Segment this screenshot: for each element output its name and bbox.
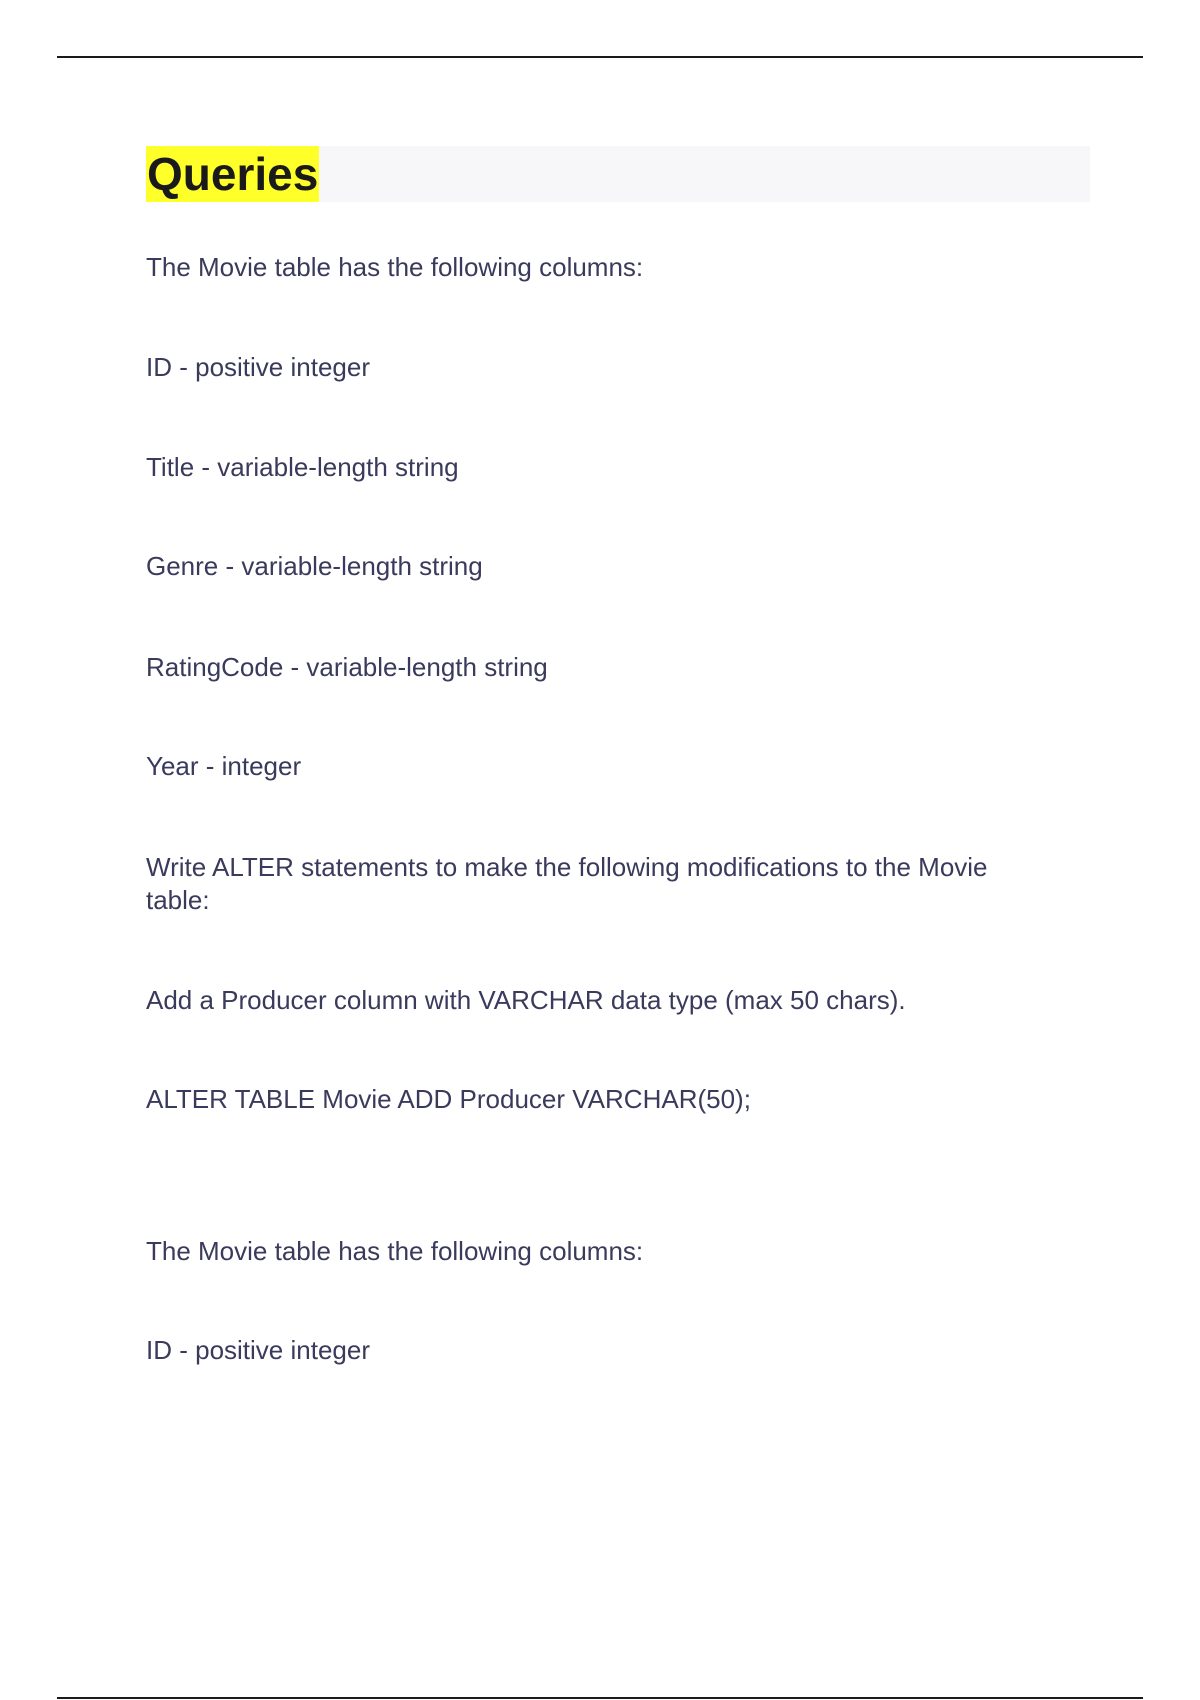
column-year: Year - integer <box>146 751 302 781</box>
instruction-paragraph: Write ALTER statements to make the following modifications to the Movie table: <box>146 852 988 915</box>
answer-sql: ALTER TABLE Movie ADD Producer VARCHAR(50); <box>146 1084 751 1114</box>
column-ratingcode: RatingCode - variable-length string <box>146 652 548 682</box>
column-id: ID - positive integer <box>146 352 370 382</box>
intro-paragraph-repeat: The Movie table has the following columns: <box>146 1236 644 1266</box>
footer-rule <box>57 1697 1143 1699</box>
page-title: Queries <box>147 148 319 200</box>
column-genre: Genre - variable-length string <box>146 551 483 581</box>
intro-paragraph: The Movie table has the following columns: <box>146 252 644 282</box>
task-paragraph: Add a Producer column with VARCHAR data type (max 50 chars). <box>146 985 906 1015</box>
column-id-repeat: ID - positive integer <box>146 1335 370 1365</box>
header-rule <box>57 56 1143 58</box>
column-title: Title - variable-length string <box>146 452 459 482</box>
